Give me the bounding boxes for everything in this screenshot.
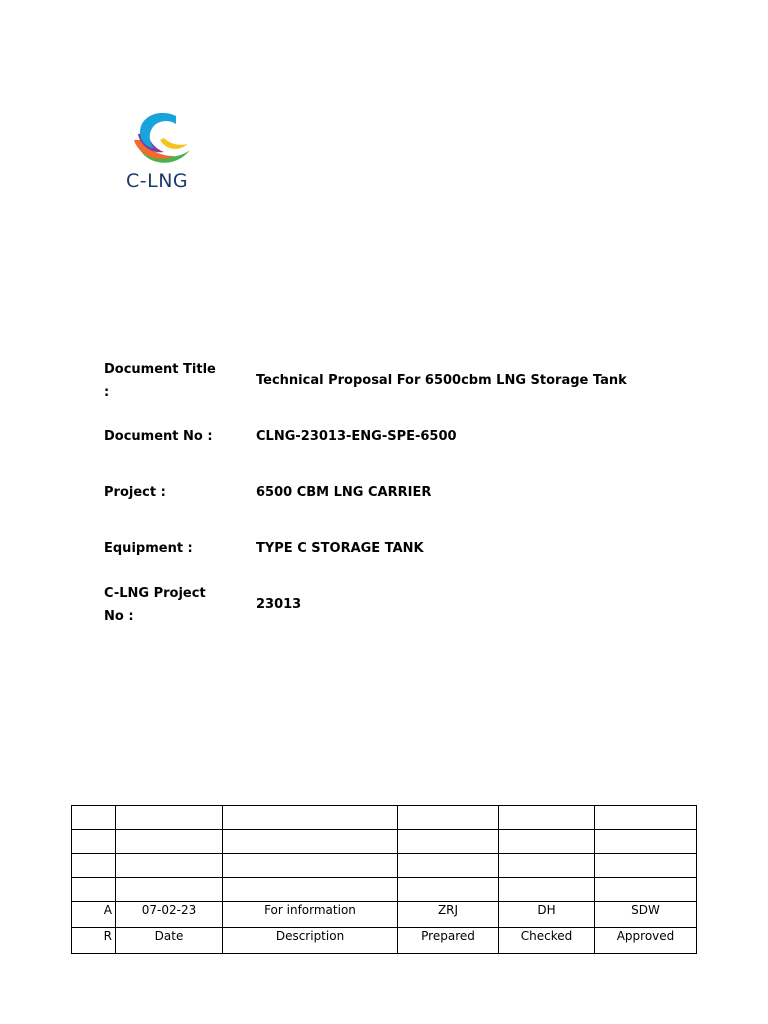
prepared-cell bbox=[398, 878, 499, 902]
clng-logo-icon bbox=[130, 110, 194, 168]
description-cell bbox=[223, 830, 398, 854]
table-row bbox=[72, 902, 697, 928]
date-cell bbox=[116, 854, 223, 878]
rev-cell bbox=[72, 830, 116, 854]
checked-cell: DH bbox=[499, 902, 595, 928]
description-cell bbox=[223, 806, 398, 830]
approved-cell bbox=[595, 878, 697, 902]
document-title-value: Technical Proposal For 6500cbm LNG Storage Tank bbox=[256, 373, 627, 388]
rev-cell bbox=[72, 878, 116, 902]
description-cell: For information bbox=[223, 902, 398, 928]
prepared-cell bbox=[398, 806, 499, 830]
date-cell bbox=[116, 806, 223, 830]
table-row bbox=[72, 854, 697, 878]
rev-cell bbox=[72, 854, 116, 878]
checked-cell bbox=[499, 806, 595, 830]
clng-project-no-value: 23013 bbox=[256, 597, 302, 612]
description-cell bbox=[223, 878, 398, 902]
approved-header: Approved bbox=[595, 928, 697, 954]
date-header: Date bbox=[116, 928, 223, 954]
rev-cell bbox=[72, 806, 116, 830]
equipment-value: TYPE C STORAGE TANK bbox=[256, 541, 424, 556]
table-row bbox=[72, 878, 697, 902]
approved-cell bbox=[595, 830, 697, 854]
date-cell: 07-02-23 bbox=[116, 902, 223, 928]
logo-text: C-LNG bbox=[126, 170, 189, 192]
prepared-cell: ZRJ bbox=[398, 902, 499, 928]
prepared-header: Prepared bbox=[398, 928, 499, 954]
prepared-cell bbox=[398, 854, 499, 878]
project-label: Project : bbox=[104, 485, 166, 500]
approved-cell: SDW bbox=[595, 902, 697, 928]
description-cell bbox=[223, 854, 398, 878]
checked-header: Checked bbox=[499, 928, 595, 954]
table-header-row bbox=[72, 928, 697, 954]
document-title-label: Document Title : bbox=[104, 362, 216, 400]
date-cell bbox=[116, 830, 223, 854]
document-no-value: CLNG-23013-ENG-SPE-6500 bbox=[256, 429, 457, 444]
prepared-cell bbox=[398, 830, 499, 854]
company-logo bbox=[124, 110, 204, 192]
document-no-label: Document No : bbox=[104, 429, 213, 444]
checked-cell bbox=[499, 878, 595, 902]
revision-table bbox=[71, 805, 697, 954]
approved-cell bbox=[595, 854, 697, 878]
equipment-label: Equipment : bbox=[104, 541, 193, 556]
rev-header: R bbox=[72, 928, 116, 954]
project-value: 6500 CBM LNG CARRIER bbox=[256, 485, 432, 500]
description-header: Description bbox=[223, 928, 398, 954]
approved-cell bbox=[595, 806, 697, 830]
checked-cell bbox=[499, 830, 595, 854]
clng-project-no-label: C-LNG Project No : bbox=[104, 586, 206, 624]
date-cell bbox=[116, 878, 223, 902]
checked-cell bbox=[499, 854, 595, 878]
table-row bbox=[72, 806, 697, 830]
table-row bbox=[72, 830, 697, 854]
rev-cell: A bbox=[72, 902, 116, 928]
